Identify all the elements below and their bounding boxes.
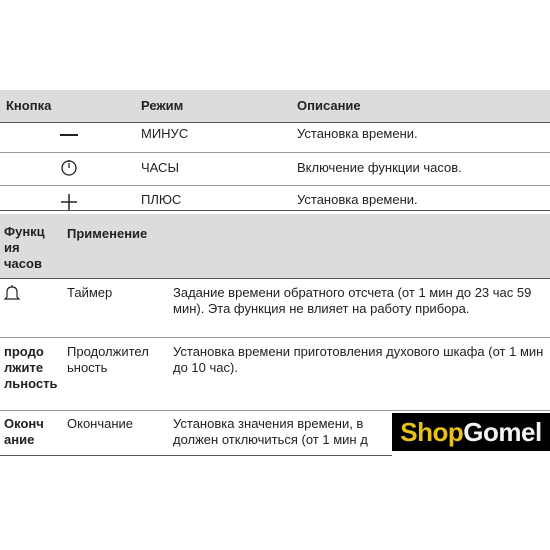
mode-label: ПЛЮС (141, 192, 182, 207)
divider (0, 455, 392, 456)
description-text: Задание времени обратного отсчета (от 1 мин до 23 час 59 мин). Эта функция не влияет на работу прибора. (173, 285, 532, 316)
table-header-row (0, 214, 550, 278)
description-text: Установка времени. (297, 192, 418, 207)
plus-icon (59, 192, 79, 212)
divider (0, 122, 550, 123)
function-label: продо лжите льность (4, 344, 58, 391)
function-label: Оконч ание (4, 416, 44, 447)
logo-text-shop: Shop (400, 416, 464, 447)
divider (0, 278, 550, 279)
divider (0, 210, 550, 211)
header-application: Применение (67, 226, 148, 241)
divider (0, 410, 550, 411)
description-text: Установка значения времени, в должен отключиться (от 1 мин д (173, 416, 368, 447)
header-function: Функц ия часов (4, 224, 45, 271)
shopgomel-watermark-logo (392, 413, 550, 451)
divider (0, 185, 550, 186)
function-name: Окончание (67, 416, 134, 431)
function-name: Продолжител ьность (67, 344, 149, 375)
logo-text-gomel: Gomel (463, 416, 542, 447)
description-text: Включение функции часов. (297, 160, 462, 175)
description-text: Установка времени приготовления духового шкафа (от 1 мин до 10 час). (173, 344, 544, 375)
function-name: Таймер (67, 285, 113, 300)
header-description: Описание (297, 98, 361, 113)
minus-icon (58, 125, 80, 145)
header-button: Кнопка (6, 98, 52, 113)
table-header-row (0, 90, 550, 122)
header-mode: Режим (141, 98, 184, 113)
mode-label: МИНУС (141, 126, 189, 141)
divider (0, 152, 550, 153)
mode-label: ЧАСЫ (141, 160, 179, 175)
clock-icon (60, 159, 78, 177)
description-text: Установка времени. (297, 126, 418, 141)
bell-icon (4, 284, 20, 302)
divider (0, 337, 550, 338)
